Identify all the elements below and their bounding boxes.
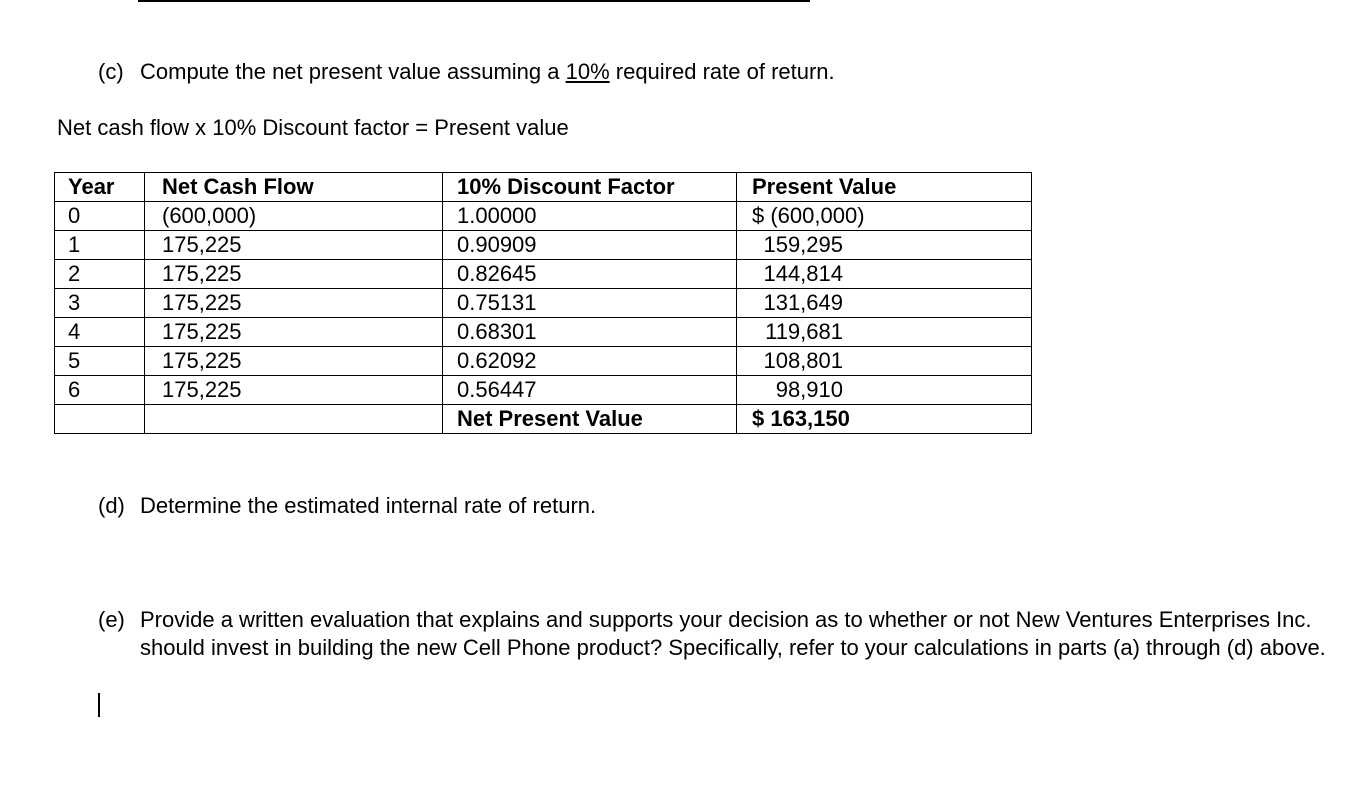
- table-row: [55, 376, 1032, 405]
- year-cell: 1: [55, 231, 145, 260]
- table-row: [55, 347, 1032, 376]
- present-value-text: 131,649: [763, 290, 843, 315]
- discount-factor-cell: 1.00000: [443, 202, 737, 231]
- net-cash-flow-cell: 175,225: [145, 260, 443, 289]
- table-row: [55, 318, 1032, 347]
- question-e-label: (e): [98, 607, 125, 632]
- present-value-cell: [737, 289, 1032, 318]
- net-cash-flow-cell: 175,225: [145, 376, 443, 405]
- total-row: [55, 405, 1032, 434]
- question-e-text: Provide a written evaluation that explains and supports your decision as to whether or not New Ventures Enterprises Inc. should invest in building the new Cell Phone product? Specifically, refer to your calculations in parts (a) through (d) above.: [140, 607, 1326, 660]
- text-cursor[interactable]: [98, 693, 100, 717]
- net-cash-flow-cell: 175,225: [145, 289, 443, 318]
- year-cell: 2: [55, 260, 145, 289]
- npv-table: [54, 172, 1032, 434]
- table-header-row: [55, 173, 1032, 202]
- year-cell: 3: [55, 289, 145, 318]
- discount-factor-cell: 0.75131: [443, 289, 737, 318]
- total-label-cell: Net Present Value: [443, 405, 737, 434]
- question-d-text: Determine the estimated internal rate of return.: [140, 493, 597, 518]
- year-cell: 5: [55, 347, 145, 376]
- discount-factor-cell: 0.56447: [443, 376, 737, 405]
- question-e: [98, 606, 1338, 662]
- question-d-label: (d): [98, 493, 125, 518]
- net-cash-flow-cell: 175,225: [145, 347, 443, 376]
- present-value-cell: [737, 347, 1032, 376]
- table-row: [55, 231, 1032, 260]
- present-value-cell: [737, 376, 1032, 405]
- header-net-cash-flow: Net Cash Flow: [145, 173, 443, 202]
- present-value-text: 159,295: [763, 232, 843, 257]
- present-value-text: $ (600,000): [752, 203, 865, 228]
- top-rule: [138, 0, 810, 2]
- table-row: [55, 260, 1032, 289]
- header-year: Year: [55, 173, 145, 202]
- net-cash-flow-cell: 175,225: [145, 318, 443, 347]
- discount-factor-cell: 0.62092: [443, 347, 737, 376]
- present-value-cell: [737, 231, 1032, 260]
- year-cell: 6: [55, 376, 145, 405]
- year-cell: 4: [55, 318, 145, 347]
- header-present-value: Present Value: [737, 173, 1032, 202]
- year-cell: 0: [55, 202, 145, 231]
- present-value-text: 108,801: [763, 348, 843, 373]
- discount-factor-cell: 0.68301: [443, 318, 737, 347]
- discount-factor-cell: 0.82645: [443, 260, 737, 289]
- net-cash-flow-cell: 175,225: [145, 231, 443, 260]
- discount-factor-cell: 0.90909: [443, 231, 737, 260]
- total-empty-cell-2: [145, 405, 443, 434]
- present-value-text: 144,814: [763, 261, 843, 286]
- present-value-cell: [737, 318, 1032, 347]
- formula-line: Net cash flow x 10% Discount factor = Present value: [57, 115, 569, 140]
- present-value-cell: [737, 202, 1032, 231]
- total-empty-cell-1: [55, 405, 145, 434]
- present-value-text: 98,910: [775, 377, 843, 402]
- question-c-text-after: required rate of return.: [609, 59, 835, 84]
- table-row: [55, 202, 1032, 231]
- net-cash-flow-cell: (600,000): [145, 202, 443, 231]
- present-value-text: 119,681: [765, 319, 843, 344]
- question-c-rate: 10%: [565, 59, 610, 84]
- total-value-cell: [737, 405, 1032, 434]
- question-c-label: (c): [98, 59, 124, 84]
- present-value-cell: [737, 260, 1032, 289]
- question-c-text-before: Compute the net present value assuming a: [140, 59, 566, 84]
- header-discount-factor: 10% Discount Factor: [443, 173, 737, 202]
- net-present-value-total: $ 163,150: [752, 406, 850, 431]
- table-row: [55, 289, 1032, 318]
- question-c-text: [140, 58, 835, 86]
